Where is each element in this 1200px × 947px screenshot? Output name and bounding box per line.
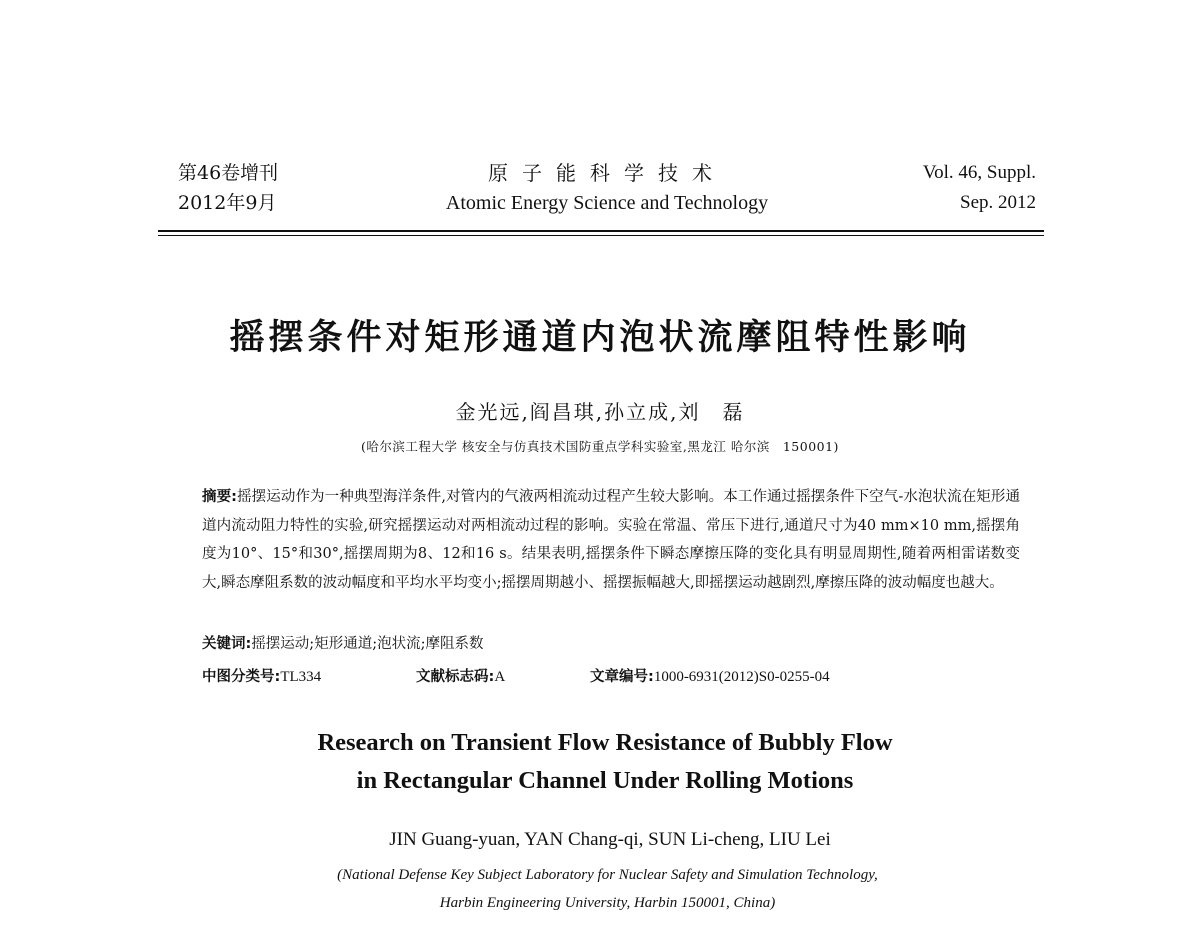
header-date-cn: 2012年9月 bbox=[178, 192, 277, 214]
clc-value: TL334 bbox=[280, 669, 322, 685]
affiliation-en-line-2: Harbin Engineering University, Harbin 150001, China) bbox=[439, 895, 776, 911]
header-right bbox=[923, 158, 1036, 218]
keywords-label: 关键词: bbox=[202, 636, 252, 652]
abstract-cn bbox=[202, 483, 1020, 597]
authors-en: JIN Guang-yuan, YAN Chang-qi, SUN Li-cheng, LIU Lei bbox=[389, 829, 831, 850]
article-no-value: 1000-6931(2012)S0-0255-04 bbox=[653, 669, 830, 685]
abstract-text: 摇摆运动作为一种典型海洋条件,对管内的气液两相流动过程产生较大影响。本工作通过摇摆条件下空气-水泡状流在矩形通道内流动阻力特性的实验,研究摇摆运动对两相流动过程的影响。实验在常温、常压下进行,通道尺寸为40 mm×10 mm,摇摆角度为10°、15°和30°,摇摆周期为8、12和16 s。结果表明,摇摆条件下瞬态摩擦压降的变化具有明显周期性,随着两相雷诺数变大,瞬态摩阻系数的波动幅度和平均水平均变小;摇摆周期越小、摇摆振幅越大,即摇摆运动越剧烈,摩擦压降的波动幅度也越大。 bbox=[202, 489, 1020, 591]
header-volume-en: Vol. 46, Suppl. bbox=[922, 162, 1036, 183]
affiliation-cn: (哈尔滨工程大学 核安全与仿真技术国防重点学科实验室,黑龙江 哈尔滨 150001) bbox=[361, 439, 839, 454]
title-en-line-1: Research on Transient Flow Resistance of Bubbly Flow bbox=[317, 729, 893, 756]
journal-name-en: Atomic Energy Science and Technology bbox=[445, 192, 769, 214]
authors-cn: 金光远,阎昌琪,孙立成,刘 磊 bbox=[455, 400, 745, 424]
journal-name-cn: 原子能科学技术 bbox=[488, 161, 726, 185]
affiliation-en-line-1: (National Defense Key Subject Laboratory for Nuclear Safety and Simulation Technology, bbox=[337, 867, 878, 883]
keywords-cn bbox=[202, 630, 483, 658]
header-volume-cn: 第46卷增刊 bbox=[178, 162, 279, 184]
doc-code-label: 文献标志码: bbox=[416, 669, 495, 685]
clc-code bbox=[202, 663, 321, 691]
affiliation-en bbox=[0, 861, 1200, 917]
header-center bbox=[178, 158, 1036, 218]
running-header bbox=[178, 158, 1036, 218]
document-code bbox=[416, 663, 505, 691]
title-en-line-2: in Rectangular Channel Under Rolling Motions bbox=[356, 767, 854, 794]
classification-row bbox=[202, 663, 1020, 691]
clc-label: 中图分类号: bbox=[202, 669, 281, 685]
article-number bbox=[590, 663, 830, 691]
doc-code-value: A bbox=[494, 669, 506, 685]
abstract-label: 摘要: bbox=[202, 489, 237, 505]
article-title-en bbox=[0, 724, 1200, 800]
article-no-label: 文章编号: bbox=[590, 669, 654, 685]
header-rule-thin bbox=[158, 235, 1044, 236]
article-title-cn: 摇摆条件对矩形通道内泡状流摩阻特性影响 bbox=[229, 318, 971, 358]
header-rule-thick bbox=[158, 230, 1044, 232]
header-date-en: Sep. 2012 bbox=[960, 192, 1036, 213]
keywords-text: 摇摆运动;矩形通道;泡状流;摩阻系数 bbox=[251, 636, 484, 652]
